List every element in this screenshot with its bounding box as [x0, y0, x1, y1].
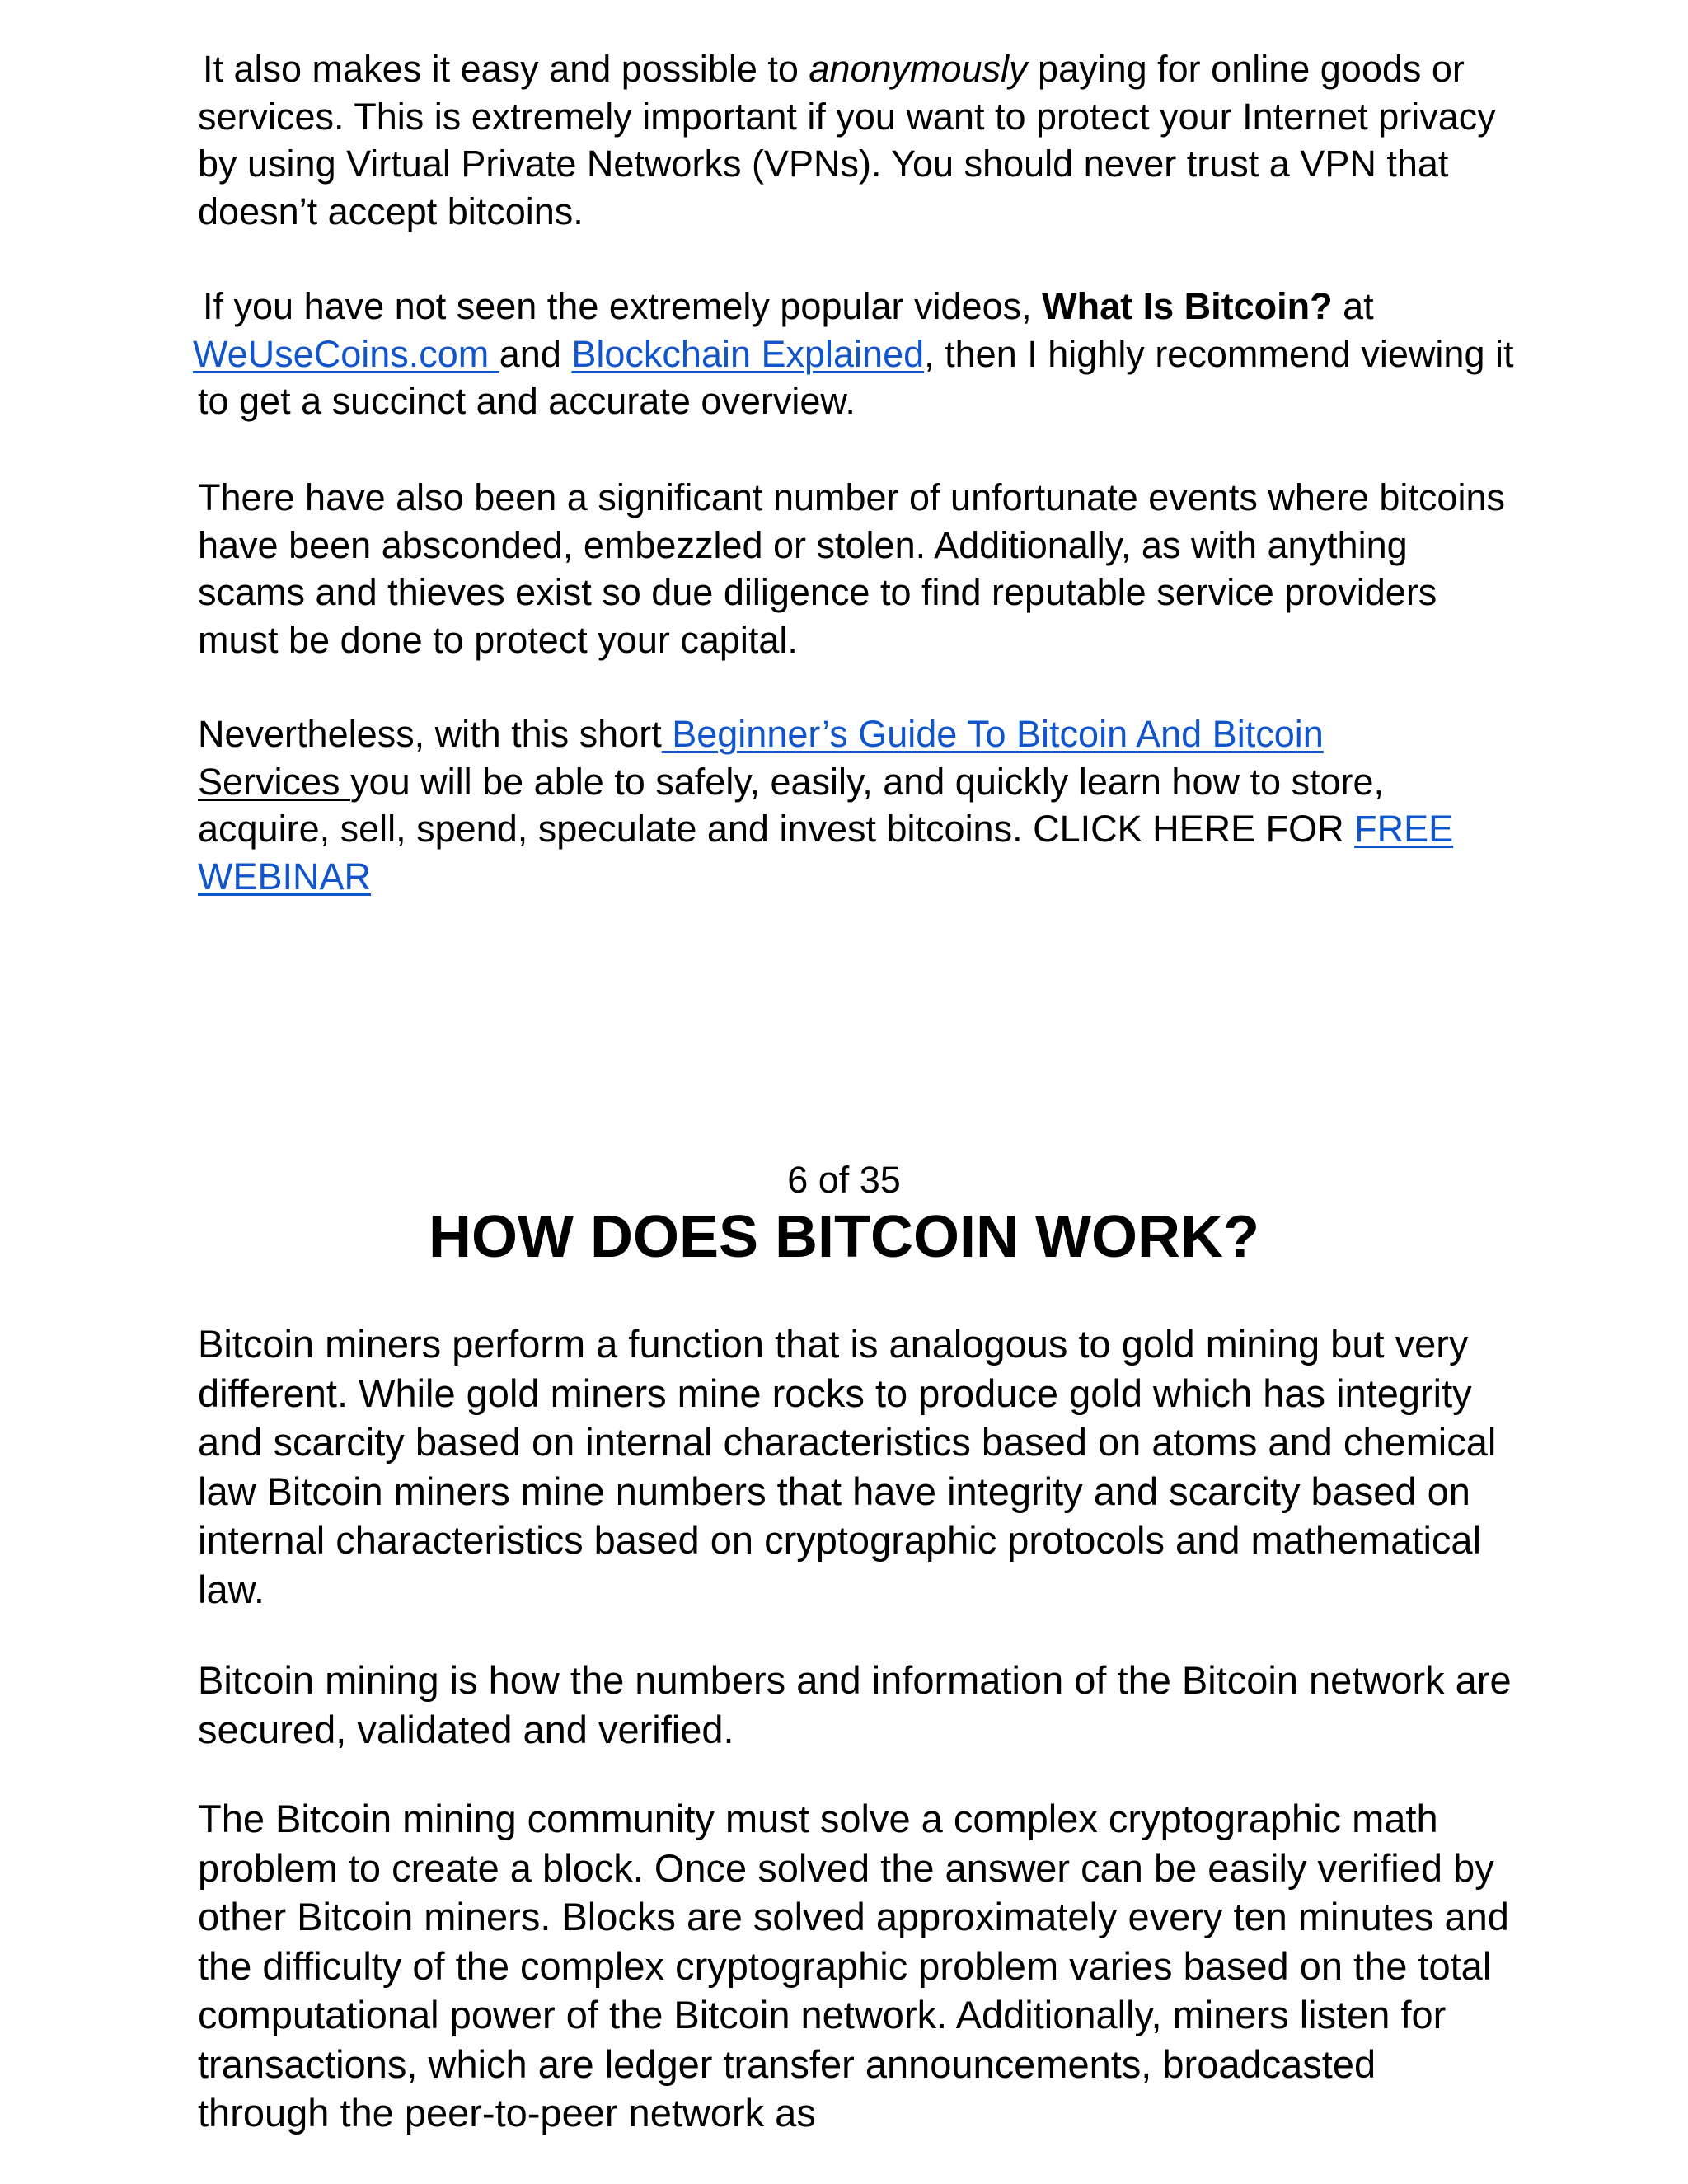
- paragraph-mining-purpose: Bitcoin mining is how the numbers and information of the Bitcoin network are secured, validated and verified.: [198, 1658, 1512, 1751]
- paragraph-text: and: [499, 332, 572, 375]
- paragraph-unfortunate-events: There have also been a significant number of unfortunate events where bitcoins have been absconded, embezzled or stolen. Additionally, as with anything scams and thieves exist so due diligence to find reputable service providers must be done to protect your capital.: [198, 476, 1505, 661]
- paragraph-text: you will be able to safely, easily, and quickly learn how to store, acquire, sell, spend, speculate and invest bitcoins. CLICK HERE FOR: [198, 760, 1385, 850]
- bold-video-title: What Is Bitcoin?: [1042, 285, 1333, 327]
- blockchain-explained-link[interactable]: Blockchain Explained: [571, 332, 925, 375]
- services-underlined-text: Services: [198, 760, 351, 803]
- paragraph-video-recommendation: [193, 283, 1517, 425]
- section-title: HOW DOES BITCOIN WORK?: [429, 1204, 1259, 1270]
- paragraph-text: at: [1332, 285, 1374, 327]
- paragraph-mining-process: The Bitcoin mining community must solve a complex cryptographic math problem to create a block. Once solved the answer can be easily verified by other Bitcoin miners. Blocks are solved approximately every ten minutes and the difficulty of the complex cryptographic problem varies based on the total computational power of the Bitcoin network. Additionally, miners listen for transactions, which are ledger transfer announcements, broadcasted through the peer-to-peer network as: [198, 1797, 1509, 2135]
- paragraph-beginners-guide: [198, 710, 1517, 900]
- paragraph-text: If you have not seen the extremely popular videos,: [203, 285, 1043, 327]
- paragraph-text: It also makes it easy and possible to: [203, 48, 809, 90]
- beginners-guide-link[interactable]: Beginner’s Guide To Bitcoin And Bitcoin: [661, 713, 1324, 755]
- paragraph-text: paying for online goods or services. This is extremely important if you want to protect your Internet privacy by using Virtual Private Networks (VPNs). You should never trust a VPN that doesn’t accept bitcoins.: [198, 48, 1496, 232]
- weusecoins-link[interactable]: WeUseCoins.com: [193, 332, 499, 375]
- free-webinar-link[interactable]: FREE WEBINAR: [198, 808, 1454, 898]
- paragraph-text: , then I highly recommend viewing it to get a succinct and accurate overview.: [198, 332, 1514, 422]
- paragraph-text: Nevertheless, with this short: [198, 713, 662, 755]
- paragraph-miners-analogy: Bitcoin miners perform a function that is analogous to gold mining but very different. While gold miners mine rocks to produce gold which has integrity and scarcity based on internal characteristics based on atoms and chemical law Bitcoin miners mine numbers that have integrity and scarcity based on internal characteristics based on cryptographic protocols and mathematical law.: [198, 1322, 1497, 1611]
- emphasis-text: anonymously: [809, 48, 1028, 90]
- page-number: 6 of 35: [787, 1159, 901, 1201]
- paragraph-anonymous-payments: [198, 45, 1517, 235]
